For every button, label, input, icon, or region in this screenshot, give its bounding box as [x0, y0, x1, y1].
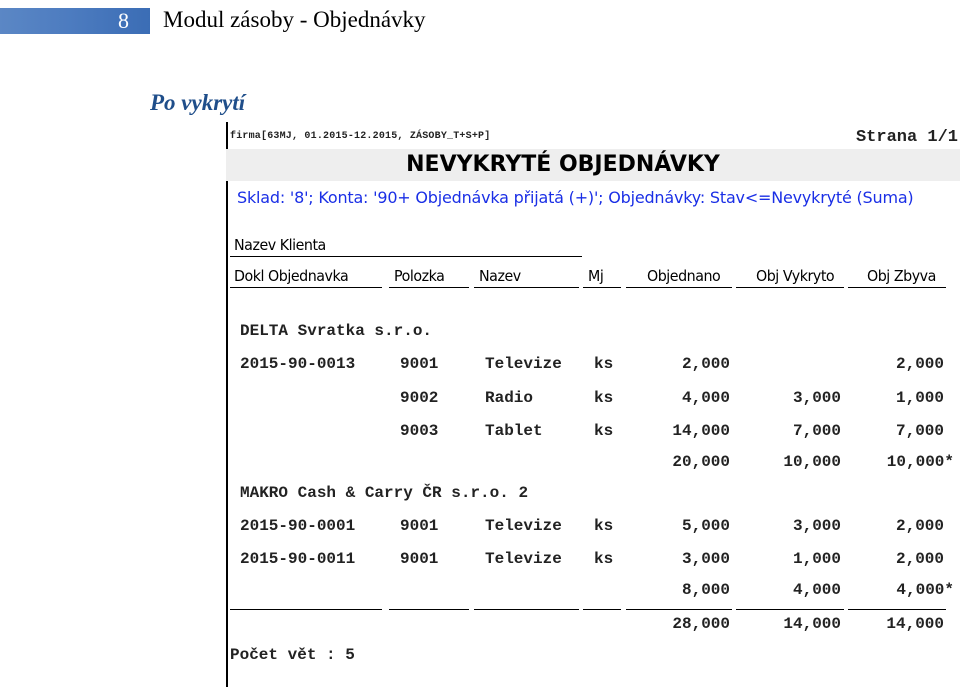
- client-row: [226, 484, 960, 508]
- item-code: 9002: [400, 389, 439, 407]
- document-title: Modul zásoby - Objednávky: [163, 7, 426, 32]
- item-code: 9001: [400, 550, 439, 568]
- ordered-value: 5,000: [681, 517, 730, 535]
- total-separator: [474, 609, 579, 610]
- subtotal-ordered: 20,000: [672, 453, 730, 471]
- column-header-item: Polozka: [394, 267, 445, 285]
- item-code: 9001: [400, 517, 439, 535]
- doc-number: 2015-90-0011: [240, 550, 356, 568]
- doc-number: 2015-90-0013: [240, 355, 356, 373]
- record-count: Počet vět : 5: [230, 646, 355, 664]
- total-ordered: 28,000: [672, 615, 730, 633]
- total-separator: [230, 609, 382, 610]
- unit: ks: [594, 355, 614, 373]
- firma-line: firma[63MJ, 01.2015-12.2015, ZÁSOBY_T+S+P]: [230, 131, 491, 142]
- subtotal-remaining: 10,000*: [886, 453, 954, 471]
- subtotal-covered: 10,000: [783, 453, 841, 471]
- table-row: [226, 355, 960, 379]
- column-underline: [848, 287, 946, 288]
- column-underline: [583, 287, 621, 288]
- table-row: [226, 422, 960, 446]
- total-covered: 14,000: [783, 615, 841, 633]
- subtotal-covered: 4,000: [792, 581, 841, 599]
- remaining-value: 2,000: [895, 517, 944, 535]
- subtotal-row: [226, 453, 960, 477]
- unit: ks: [594, 550, 614, 568]
- unit: ks: [594, 389, 614, 407]
- column-header-remaining: Obj Zbyva: [867, 267, 936, 285]
- page-header: [0, 0, 960, 40]
- report-title: NEVYKRYTÉ OBJEDNÁVKY: [226, 149, 960, 181]
- chapter-number: 8: [118, 8, 129, 33]
- total-separator: [626, 609, 732, 610]
- item-name: Radio: [485, 389, 534, 407]
- remaining-value: 1,000: [895, 389, 944, 407]
- doc-number: 2015-90-0001: [240, 517, 356, 535]
- remaining-value: 2,000: [895, 355, 944, 373]
- header-client: Nazev Klienta: [234, 236, 326, 254]
- subtotal-remaining: 4,000*: [896, 581, 954, 599]
- ordered-value: 3,000: [681, 550, 730, 568]
- column-underline: [626, 287, 732, 288]
- column-header-covered: Obj Vykryto: [756, 267, 835, 285]
- total-remaining: 14,000: [886, 615, 944, 633]
- header-client-underline: [230, 256, 582, 257]
- item-code: 9001: [400, 355, 439, 373]
- table-row: [226, 389, 960, 413]
- column-underline: [474, 287, 579, 288]
- remaining-value: 7,000: [895, 422, 944, 440]
- total-separator: [583, 609, 621, 610]
- item-code: 9003: [400, 422, 439, 440]
- ordered-value: 2,000: [681, 355, 730, 373]
- item-name: Televize: [485, 550, 562, 568]
- covered-value: 7,000: [792, 422, 841, 440]
- column-header-name: Nazev: [479, 267, 521, 285]
- total-separator: [736, 609, 844, 610]
- covered-value: 3,000: [792, 389, 841, 407]
- report-screenshot: [226, 122, 960, 692]
- column-header-ordered: Objednano: [647, 267, 721, 285]
- table-row: [226, 550, 960, 574]
- client-name: MAKRO Cash & Carry ČR s.r.o. 2: [240, 484, 529, 502]
- client-row: [226, 322, 960, 346]
- subtotal-ordered: 8,000: [681, 581, 730, 599]
- table-row: [226, 517, 960, 541]
- unit: ks: [594, 422, 614, 440]
- total-separator: [848, 609, 946, 610]
- total-separator: [389, 609, 469, 610]
- page-indicator: Strana 1/1: [855, 128, 958, 147]
- item-name: Tablet: [485, 422, 543, 440]
- covered-value: 3,000: [792, 517, 841, 535]
- section-title: Po vykrytí: [150, 90, 246, 115]
- column-underline: [230, 287, 382, 288]
- remaining-value: 2,000: [895, 550, 944, 568]
- subtotal-row: [226, 581, 960, 605]
- column-underline: [389, 287, 469, 288]
- ordered-value: 4,000: [681, 389, 730, 407]
- item-name: Televize: [485, 517, 562, 535]
- column-header-doc: Dokl Objednavka: [234, 267, 349, 285]
- item-name: Televize: [485, 355, 562, 373]
- column-header-unit: Mj: [588, 267, 604, 285]
- ordered-value: 14,000: [672, 422, 730, 440]
- client-name: DELTA Svratka s.r.o.: [240, 322, 433, 340]
- unit: ks: [594, 517, 614, 535]
- covered-value: 1,000: [792, 550, 841, 568]
- report-filter: Sklad: '8'; Konta: '90+ Objednávka přijatá (+)'; Objednávky: Stav<=Nevykryté (Suma): [237, 188, 914, 207]
- total-row: [226, 615, 960, 639]
- column-underline: [736, 287, 844, 288]
